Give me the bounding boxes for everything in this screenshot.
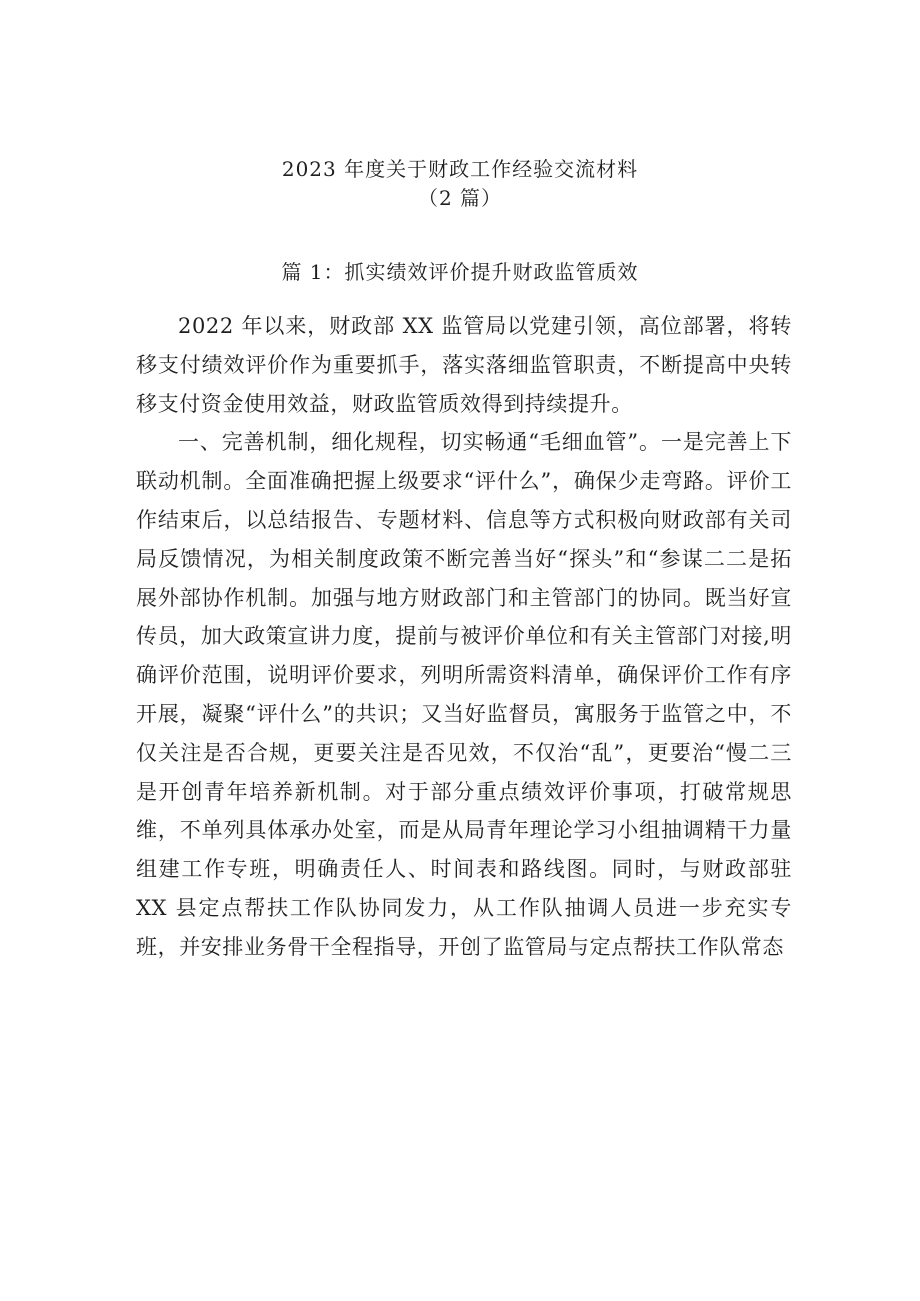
paragraph-intro: 2022 年以来，财政部 XX 监管局以党建引领，高位部署，将转移支付绩效评价作为重要抓手，落实落细监管职责，不断提高中央转移支付资金使用效益，财政监管质效得到持续提升。 (136, 314, 792, 416)
document-body (136, 307, 792, 967)
document-title: 2023 年度关于财政工作经验交流材料 (281, 157, 639, 181)
section-heading: 篇 1：抓实绩效评价提升财政监管质效 (281, 260, 639, 284)
paragraph-section-one: 一、完善机制，细化规程，切实畅通“毛细血管”。一是完善上下联动机制。全面准确把握上级要求“评什么”，确保少走弯路。评价工作结束后，以总结报告、专题材料、信息等方式积极向财政部有关司局反馈情况，为相关制度政策不断完善当好“探头”和“参谋二二是拓展外部协作机制。加强与地方财政部门和主管部门的协同。既当好宣传员，加大政策宣讲力度，提前与被评价单位和有关主管部门对接,明确评价范围，说明评价要求，列明所需资料清单，确保评价工作有序开展，凝聚“评什么”的共识；又当好监督员，寓服务于监管之中，不仅关注是否合规，更要关注是否见效，不仅治“乱”，更要治“慢二三是开创青年培养新机制。对于部分重点绩效评价事项，打破常规思维，不单列具体承办处室，而是从局青年理论学习小组抽调精干力量组建工作专班，明确责任人、时间表和路线图。同时，与财政部驻 XX 县定点帮扶工作队协同发力，从工作队抽调人员进一步充实专班，并安排业务骨干全程指导，开创了监管局与定点帮扶工作队常态 (136, 430, 792, 959)
document-subtitle: （2 篇） (417, 186, 503, 210)
